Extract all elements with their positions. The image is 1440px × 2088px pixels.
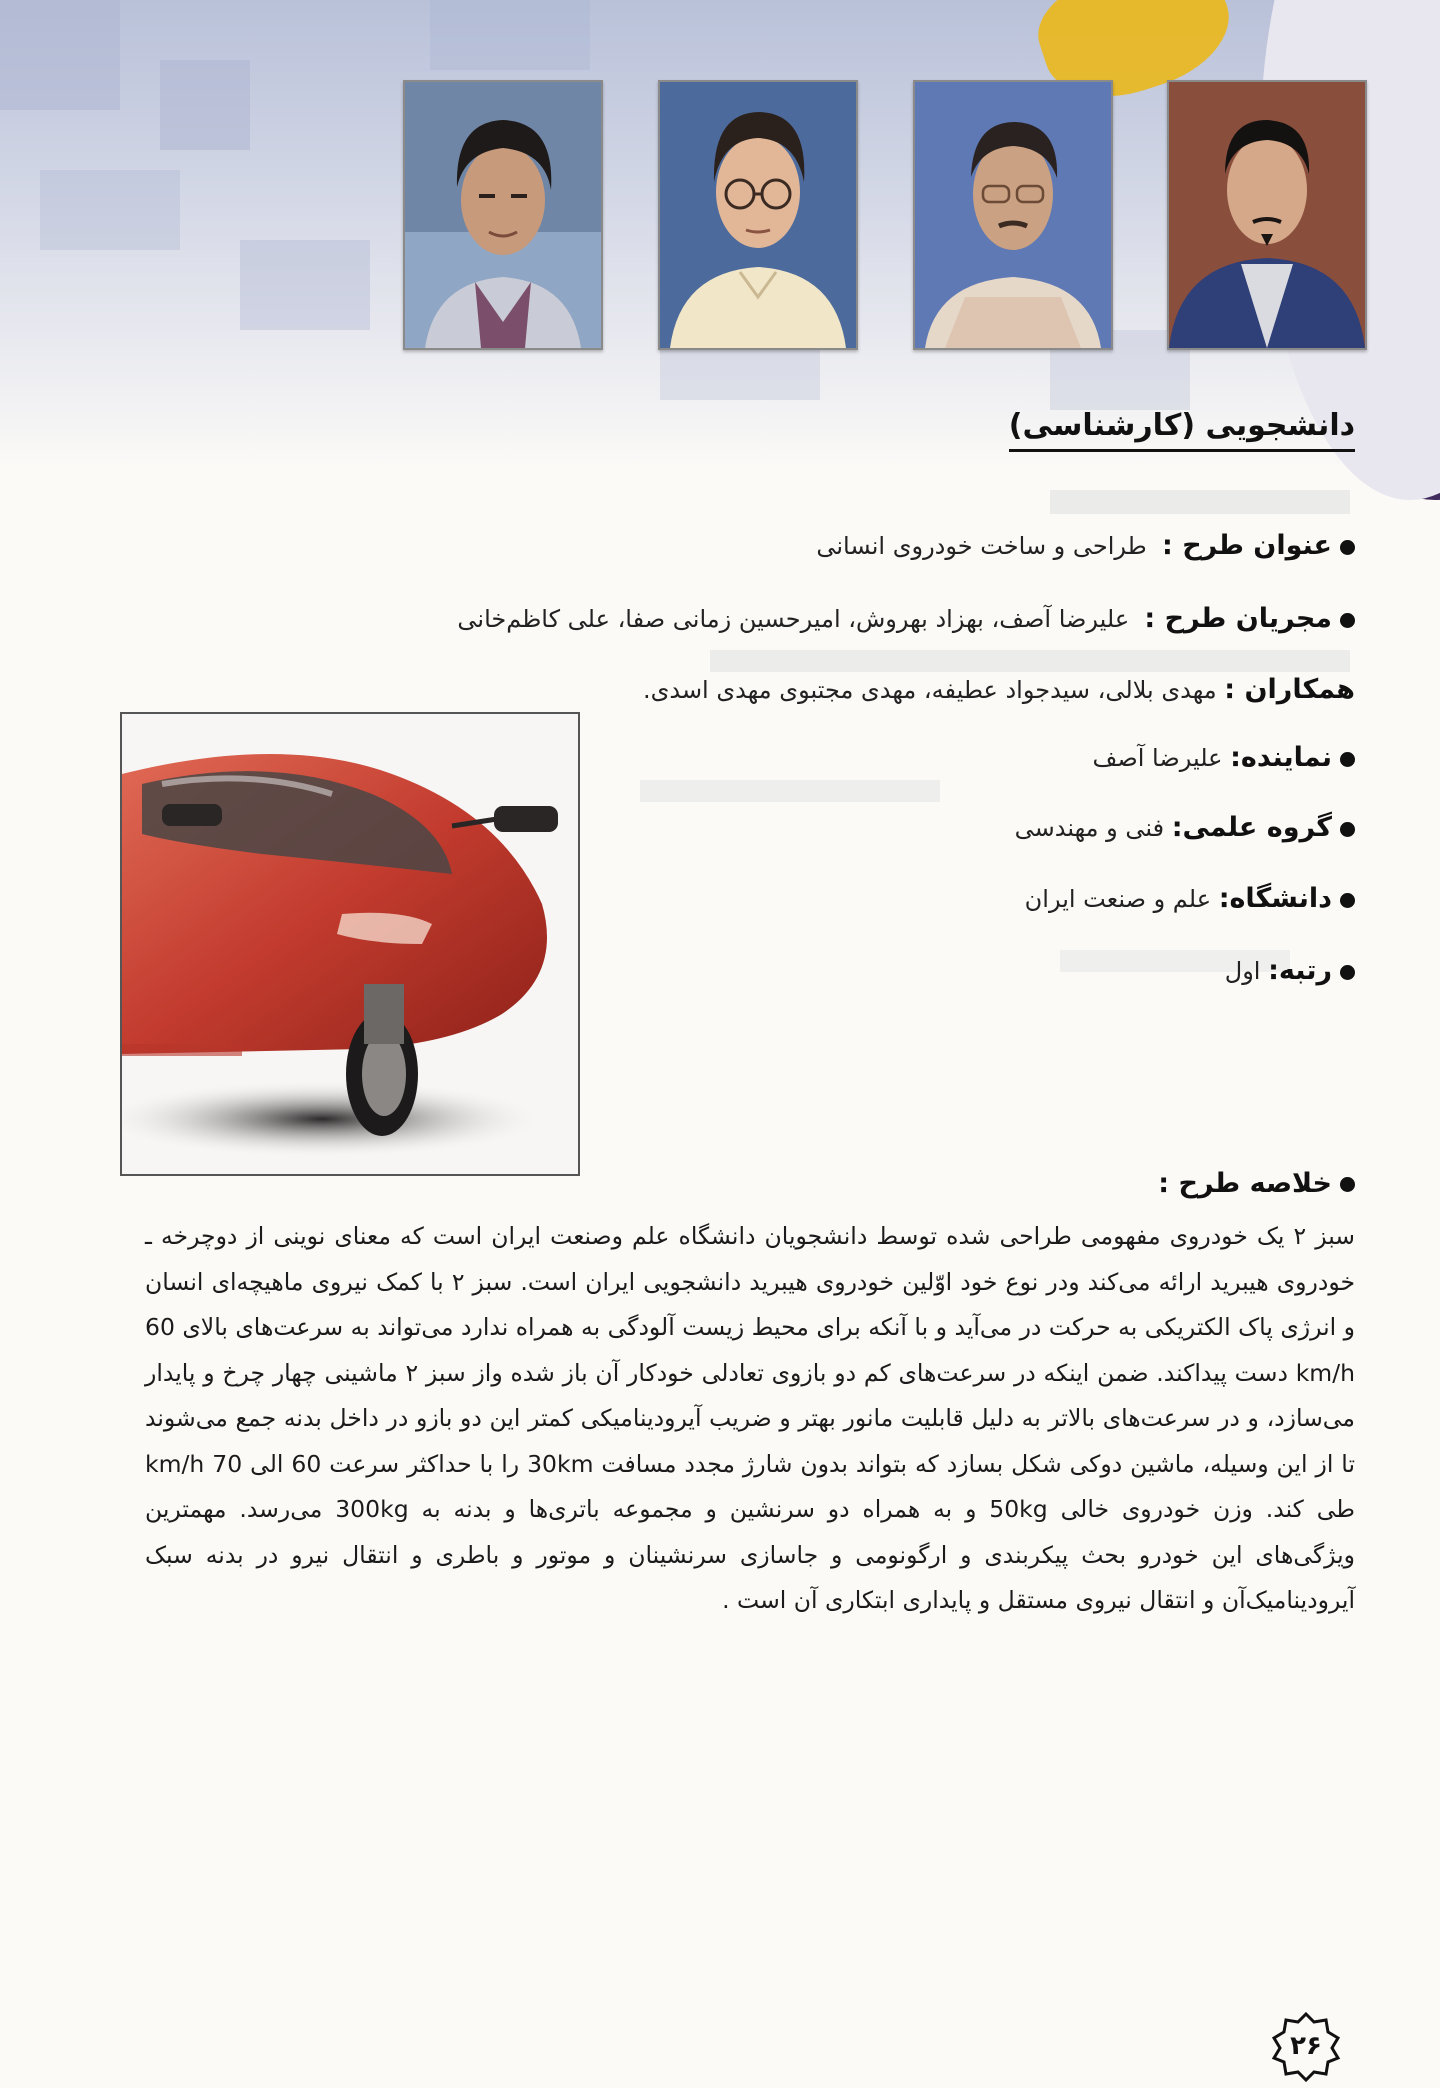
bullet-icon [1340,965,1355,980]
bullet-icon [1340,1177,1355,1192]
bullet-icon [1340,540,1355,555]
summary-heading [1158,1168,1355,1199]
decor-pixel [240,240,370,330]
portrait-photo-2 [658,80,858,350]
field-representative [1093,742,1355,773]
decor-pixel [0,0,120,110]
bullet-icon [1340,893,1355,908]
ghost-shape [640,780,940,802]
field-value: علیرضا آصف [1092,744,1223,772]
decor-pixel [40,170,180,250]
field-collaborators [643,674,1355,705]
page-number-badge [1270,2010,1342,2082]
decor-pixel [430,0,590,70]
ghost-shape [710,650,1350,672]
decor-pixel [160,60,250,150]
field-project-title [816,530,1355,561]
portrait-photo-1 [403,80,603,350]
field-value: اول [1224,957,1261,985]
section-heading: دانشجویی (کارشناسی) [1009,408,1355,452]
page-number: ۲۶ [1290,2031,1322,2061]
field-value: طراحی و ساخت خودروی انسانی [816,532,1147,560]
portrait-photo-4 [1167,80,1367,350]
field-label: دانشگاه: [1218,883,1332,914]
summary-label: خلاصه طرح : [1158,1168,1332,1199]
field-value: مهدی بلالی، سیدجواد عطیفه، مهدی مجتبوی مهدی اسدی. [642,676,1217,704]
field-rank [1225,955,1355,986]
person-image [660,82,856,348]
bullet-icon [1340,822,1355,837]
car-image [122,714,578,1174]
field-value: علم و صنعت ایران [1024,885,1212,913]
field-value: فنی و مهندسی [1014,814,1165,842]
field-label: عنوان طرح : [1162,530,1332,561]
car-photo [120,712,580,1176]
bullet-icon [1340,613,1355,628]
field-scientific-group [1015,812,1355,843]
bullet-icon [1340,752,1355,767]
field-label: مجریان طرح : [1144,603,1332,634]
portrait-photo-3 [913,80,1113,350]
ghost-shape [1050,490,1350,514]
person-image [405,82,601,348]
field-implementers [457,603,1355,634]
field-label: همکاران : [1224,674,1355,705]
field-label: گروه علمی: [1171,812,1332,843]
field-label: رتبه: [1268,955,1332,986]
field-value: علیرضا آصف، بهزاد بهروش، امیرحسین زمانی صفا، علی کاظم‌خانی [457,605,1130,633]
person-image [915,82,1111,348]
summary-paragraph: سبز ۲ یک خودروی مفهومی طراحی شده توسط دانشجویان دانشگاه علم وصنعت ایران است که معنای نوینی از دوچرخه ـ خودروی هیبرید ارائه می‌کند ودر نوع خود اوّلین خودروی هیبرید دانشجویی ایران است. سبز ۲ با کمک نیروی ماهیچه‌ای انسان و انرژی پاک الکتریکی به حرکت در می‌آید و با آنکه برای محیط زیست آلودگی به همراه ندارد می‌تواند به سرعت‌های بالای 60 km/h دست پیداکند. ضمن اینکه در سرعت‌های کم دو بازوی تعادلی خودکار آن باز شده واز سبز ۲ ماشینی چهار چرخ و پایدار می‌سازد، و در سرعت‌های بالاتر به دلیل قابلیت مانور بهتر و ضریب آیرودینامیکی کمتر این دو بازو در داخل بدنه جمع می‌شوند تا از این وسیله، ماشین دوکی شکل بسازد که بتواند بدون شارژ مجدد مسافت 30km را با حداکثر سرعت 60 الی 70 km/h طی کند. وزن خودروی خالی 50kg و به همراه دو سرنشین و مجموعه باتری‌ها و بدنه به 300kg می‌رسد. مهمترین ویژگی‌های این خودرو بحث پیکربندی و ارگونومی و جاسازی سرنشینان و موتور و باطری و انتقال نیرو در بدنه سبک آیرودینامیک‌آن و انتقال نیروی مستقل و پایداری ابتکاری آن است . [145,1222,1356,1614]
field-university [1025,883,1355,914]
field-label: نماینده: [1230,742,1332,773]
person-image [1169,82,1365,348]
